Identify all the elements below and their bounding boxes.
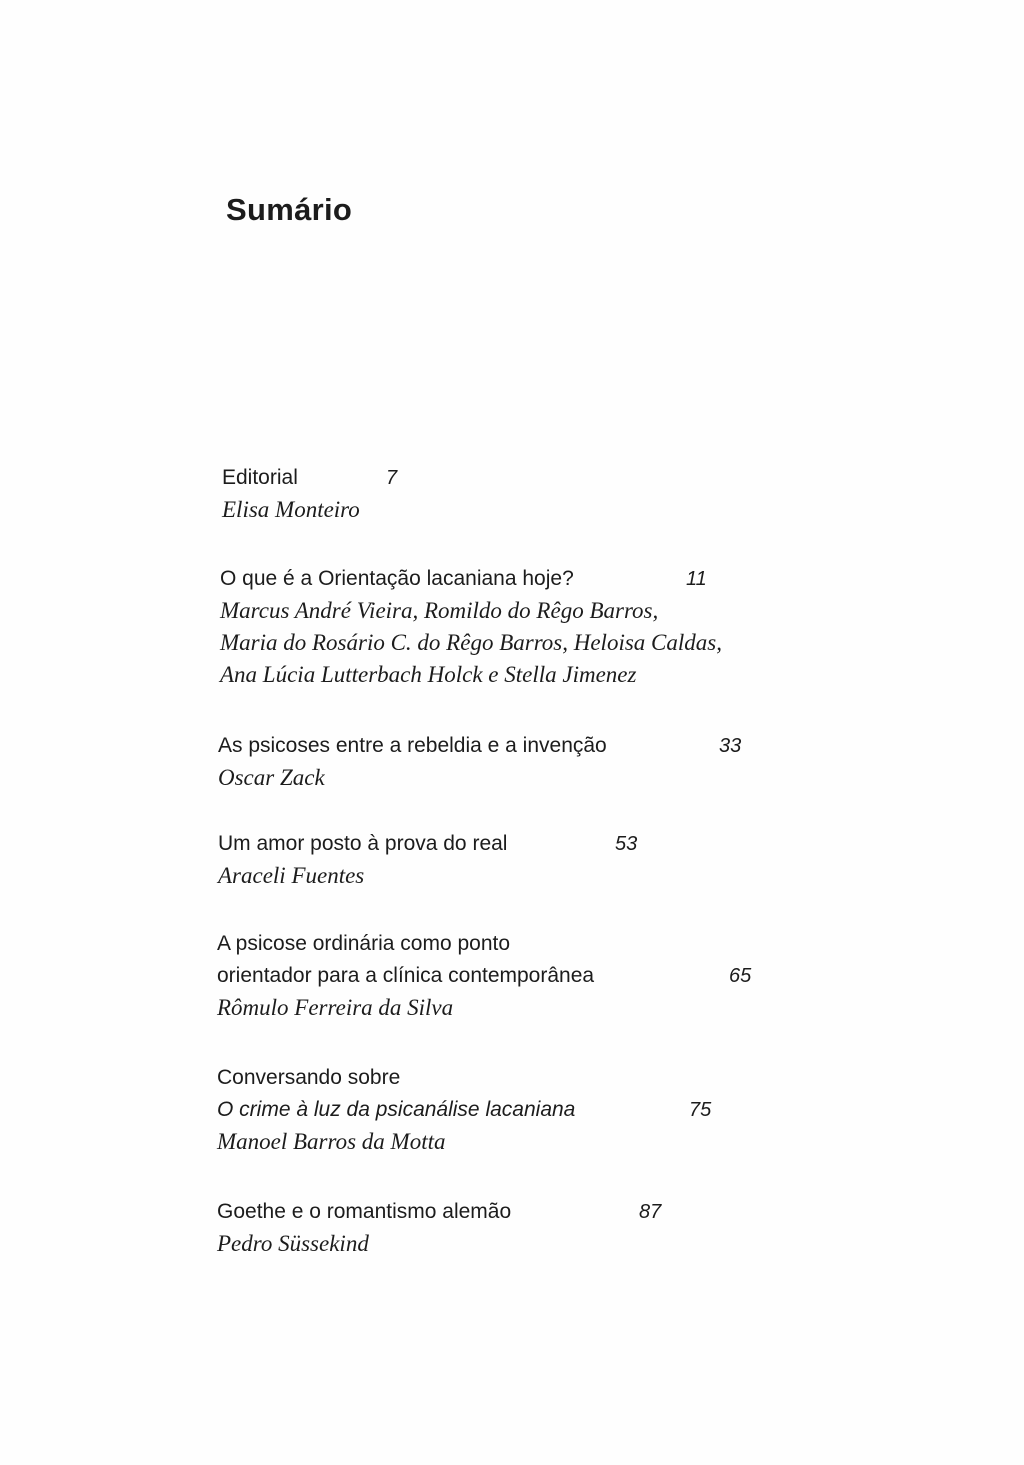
toc-entry-psicose-ordinaria	[217, 928, 752, 1024]
entry-author: Araceli Fuentes	[218, 863, 365, 888]
entry-page-number: 7	[386, 467, 398, 489]
toc-entry-amor	[218, 828, 638, 892]
toc-heading: Sumário	[226, 192, 353, 227]
entry-author: Oscar Zack	[218, 765, 325, 790]
entry-title: Editorial	[222, 466, 298, 489]
entry-subtitle-line	[217, 1094, 712, 1126]
entry-title: As psicoses entre a rebeldia e a invenção	[218, 734, 607, 757]
entry-page-number: 65	[729, 965, 752, 987]
entry-author: Ana Lúcia Lutterbach Holck e Stella Jimenez	[220, 662, 637, 687]
entry-title: A psicose ordinária como ponto	[217, 932, 511, 955]
entry-title-line	[217, 1196, 662, 1228]
entry-title-line	[217, 1062, 575, 1094]
entry-title: Conversando sobre	[217, 1066, 401, 1089]
toc-entry-editorial	[222, 462, 398, 526]
entry-author: Elisa Monteiro	[222, 497, 360, 522]
entry-author: Rômulo Ferreira da Silva	[217, 995, 454, 1020]
toc-entry-goethe	[217, 1196, 662, 1260]
entry-author: Pedro Süssekind	[217, 1231, 369, 1256]
entry-title-line	[217, 960, 752, 992]
toc-entry-conversando	[217, 1062, 712, 1158]
toc-entry-orientacao	[220, 563, 722, 691]
entry-author: Marcus André Vieira, Romildo do Rêgo Barros,	[220, 598, 659, 623]
entry-title: Um amor posto à prova do real	[218, 832, 508, 855]
entry-title: Goethe e o romantismo alemão	[217, 1200, 512, 1223]
entry-page-number: 33	[719, 735, 742, 757]
entry-title-line	[220, 563, 722, 595]
entry-title: orientador para a clínica contemporânea	[217, 964, 595, 987]
toc-entry-psicoses	[218, 730, 742, 794]
entry-title-line	[222, 462, 398, 494]
entry-title-line	[218, 730, 742, 762]
entry-author: Manoel Barros da Motta	[217, 1129, 446, 1154]
entry-title-line	[217, 928, 594, 960]
entry-subtitle: O crime à luz da psicanálise lacaniana	[217, 1098, 576, 1121]
entry-author: Maria do Rosário C. do Rêgo Barros, Heloisa Caldas,	[220, 630, 722, 655]
entry-page-number: 53	[615, 833, 638, 855]
entry-page-number: 87	[639, 1201, 662, 1223]
entry-title: O que é a Orientação lacaniana hoje?	[220, 567, 574, 590]
entry-title-line	[218, 828, 638, 860]
entry-page-number: 11	[686, 568, 707, 590]
entry-page-number: 75	[689, 1099, 712, 1121]
